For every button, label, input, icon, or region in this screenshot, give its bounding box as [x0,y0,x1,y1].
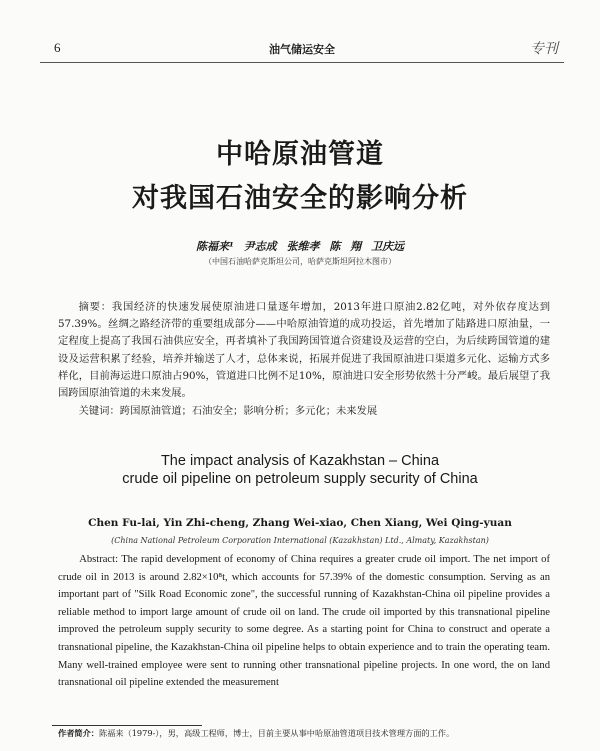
abstract-en: Abstract: The rapid development of economy of China requires a greater crude oil import. The net import of crude oil in 2013 is around 2.82×10⁸t, which accounts for 57.39% of the domestic consumption. Serving as an important part of "Silk Road Economic zone", the successful running of Kazakhstan-China oil pipeline provides a reliable method to import large amount of crude oil on land. The crude oil imported by this transnational pipeline improved the petroleum supply security to some degree. As a starting point for China to construct and operate a transnational pipeline, the Kazakhstan-China oil pipeline helps to obtain experience and to train the operating team. Many well-trained employee were sent to running other transnational pipeline projects. In one word, the on land transnational oil pipeline extended the measurement [58,554,550,689]
authors-cn: 陈福来¹ 尹志成 张维孝 陈 翔 卫庆远 [196,240,404,253]
authors-en: Chen Fu-lai, Yin Zhi-cheng, Zhang Wei-xiao, Chen Xiang, Wei Qing-yuan [88,517,512,529]
footnote-label: 作者简介： [58,728,99,738]
title-en-line2: crude oil pipeline on petroleum supply security of China [122,471,478,487]
special-issue-label: 专刊 [530,41,558,57]
page-number: 6 [54,40,61,55]
author-footnote [58,728,570,739]
affiliation-en: (China National Petroleum Corporation International (Kazakhstan) Ltd., Almaty, Kazakhstan) [111,536,489,545]
title-cn-line1: 中哈原油管道 [216,139,384,170]
title-cn-line2: 对我国石油安全的影响分析 [132,183,468,214]
journal-name: 油气储运安全 [269,43,335,56]
footnote-rule [52,725,202,726]
footnote-text: 陈福来（1979-），男，高级工程师，博士，目前主要从事中哈原油管道项目技术管理方面的工作。 [98,728,455,738]
page-header [40,40,564,62]
header-rule [40,62,564,63]
title-en-line1: The impact analysis of Kazakhstan – China [160,453,440,469]
affiliation-cn: （中国石油哈萨克斯坦公司，哈萨克斯坦阿拉木图市） [204,257,396,266]
keywords-cn: 关键词：跨国原油管道；石油安全；影响分析；多元化；未来发展 [78,405,378,417]
abstract-cn: 摘要：我国经济的快速发展使原油进口量逐年增加，2013年进口原油2.82亿吨，对外依存度达到57.39%。丝绸之路经济带的重要组成部分——中哈原油管道的成功投运，首先增加了陆路进口原油量，一定程度上提高了我国石油供应安全，再者填补了我国跨国管道合资建设及运营的空白，为后续跨国管道的建设及运营积累了经验，培养并输送了人才，总体来说，拓展并促进了我国原油进口渠道多元化、运输方式多样化，目前海运进口原油占90%，管道进口比例不足10%，原油进口安全形势依然十分严峻。最后展望了我国跨国原油管道的未来发展。 [58,301,550,400]
